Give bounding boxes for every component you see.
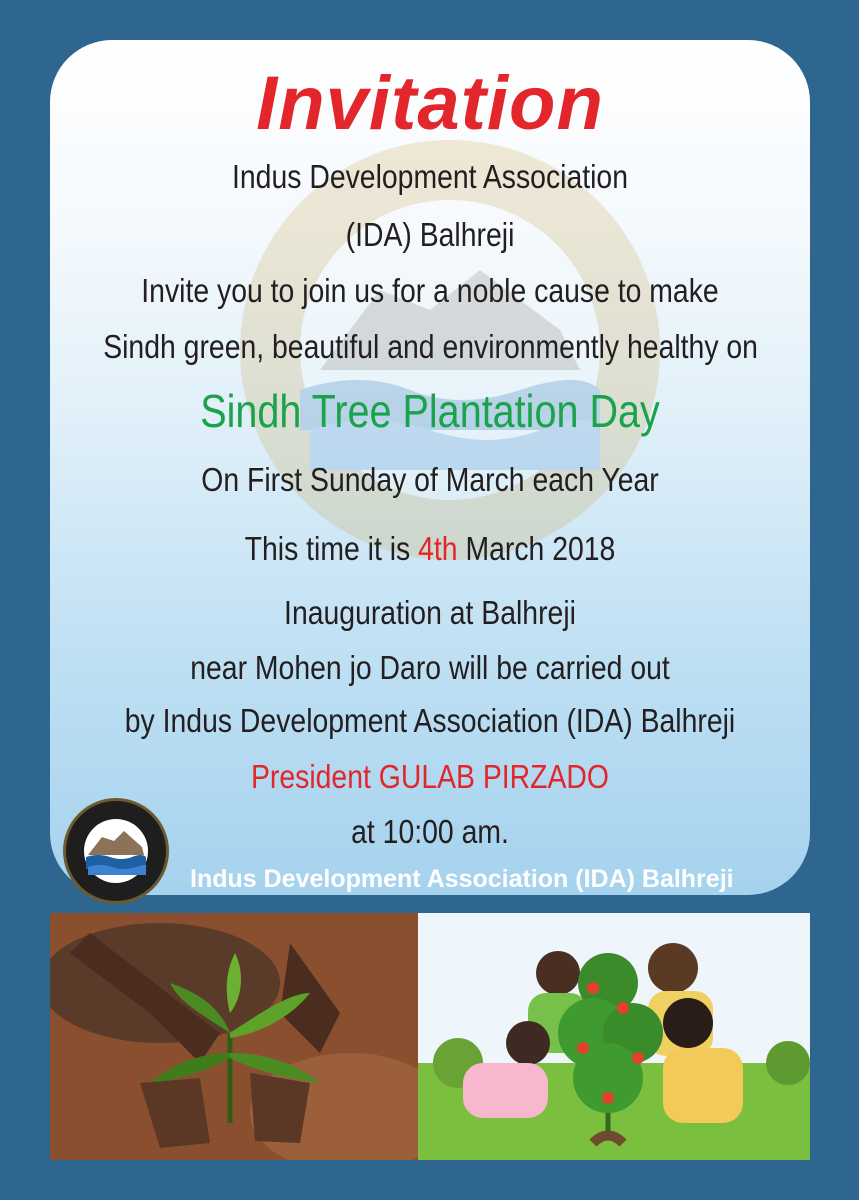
this-time-suffix: March 2018 <box>457 530 616 567</box>
event-name: Sindh Tree Plantation Day <box>200 385 660 437</box>
children-photo <box>418 913 810 1160</box>
children-planting-image <box>418 913 810 1160</box>
hands-planting-image <box>50 913 418 1160</box>
invite-line-1: Invite you to join us for a noble cause to make <box>141 272 719 309</box>
this-time-date: 4th <box>418 530 458 567</box>
by-line: by Indus Development Association (IDA) Balhreji <box>124 702 736 739</box>
schedule-line: On First Sunday of March each Year <box>201 461 659 498</box>
org-short: (IDA) Balhreji <box>345 216 515 253</box>
this-time-prefix: This time it is <box>244 530 419 567</box>
invitation-card <box>50 40 810 895</box>
location-line: near Mohen jo Daro will be carried out <box>190 649 670 686</box>
invitation-title: Invitation <box>256 61 604 146</box>
inauguration-line: Inauguration at Balhreji <box>284 594 576 631</box>
ida-logo-emblem-icon <box>66 801 166 901</box>
footer-org-name: Indus Development Association (IDA) Balhreji <box>190 865 734 893</box>
org-line: Indus Development Association <box>232 158 628 195</box>
ida-logo <box>63 798 169 904</box>
invite-line-2: Sindh green, beautiful and environmently healthy on <box>103 328 758 365</box>
planting-photo <box>50 913 418 1160</box>
time-line: at 10:00 am. <box>351 813 509 850</box>
this-time-line <box>103 530 757 568</box>
president-line: President GULAB PIRZADO <box>250 758 610 795</box>
